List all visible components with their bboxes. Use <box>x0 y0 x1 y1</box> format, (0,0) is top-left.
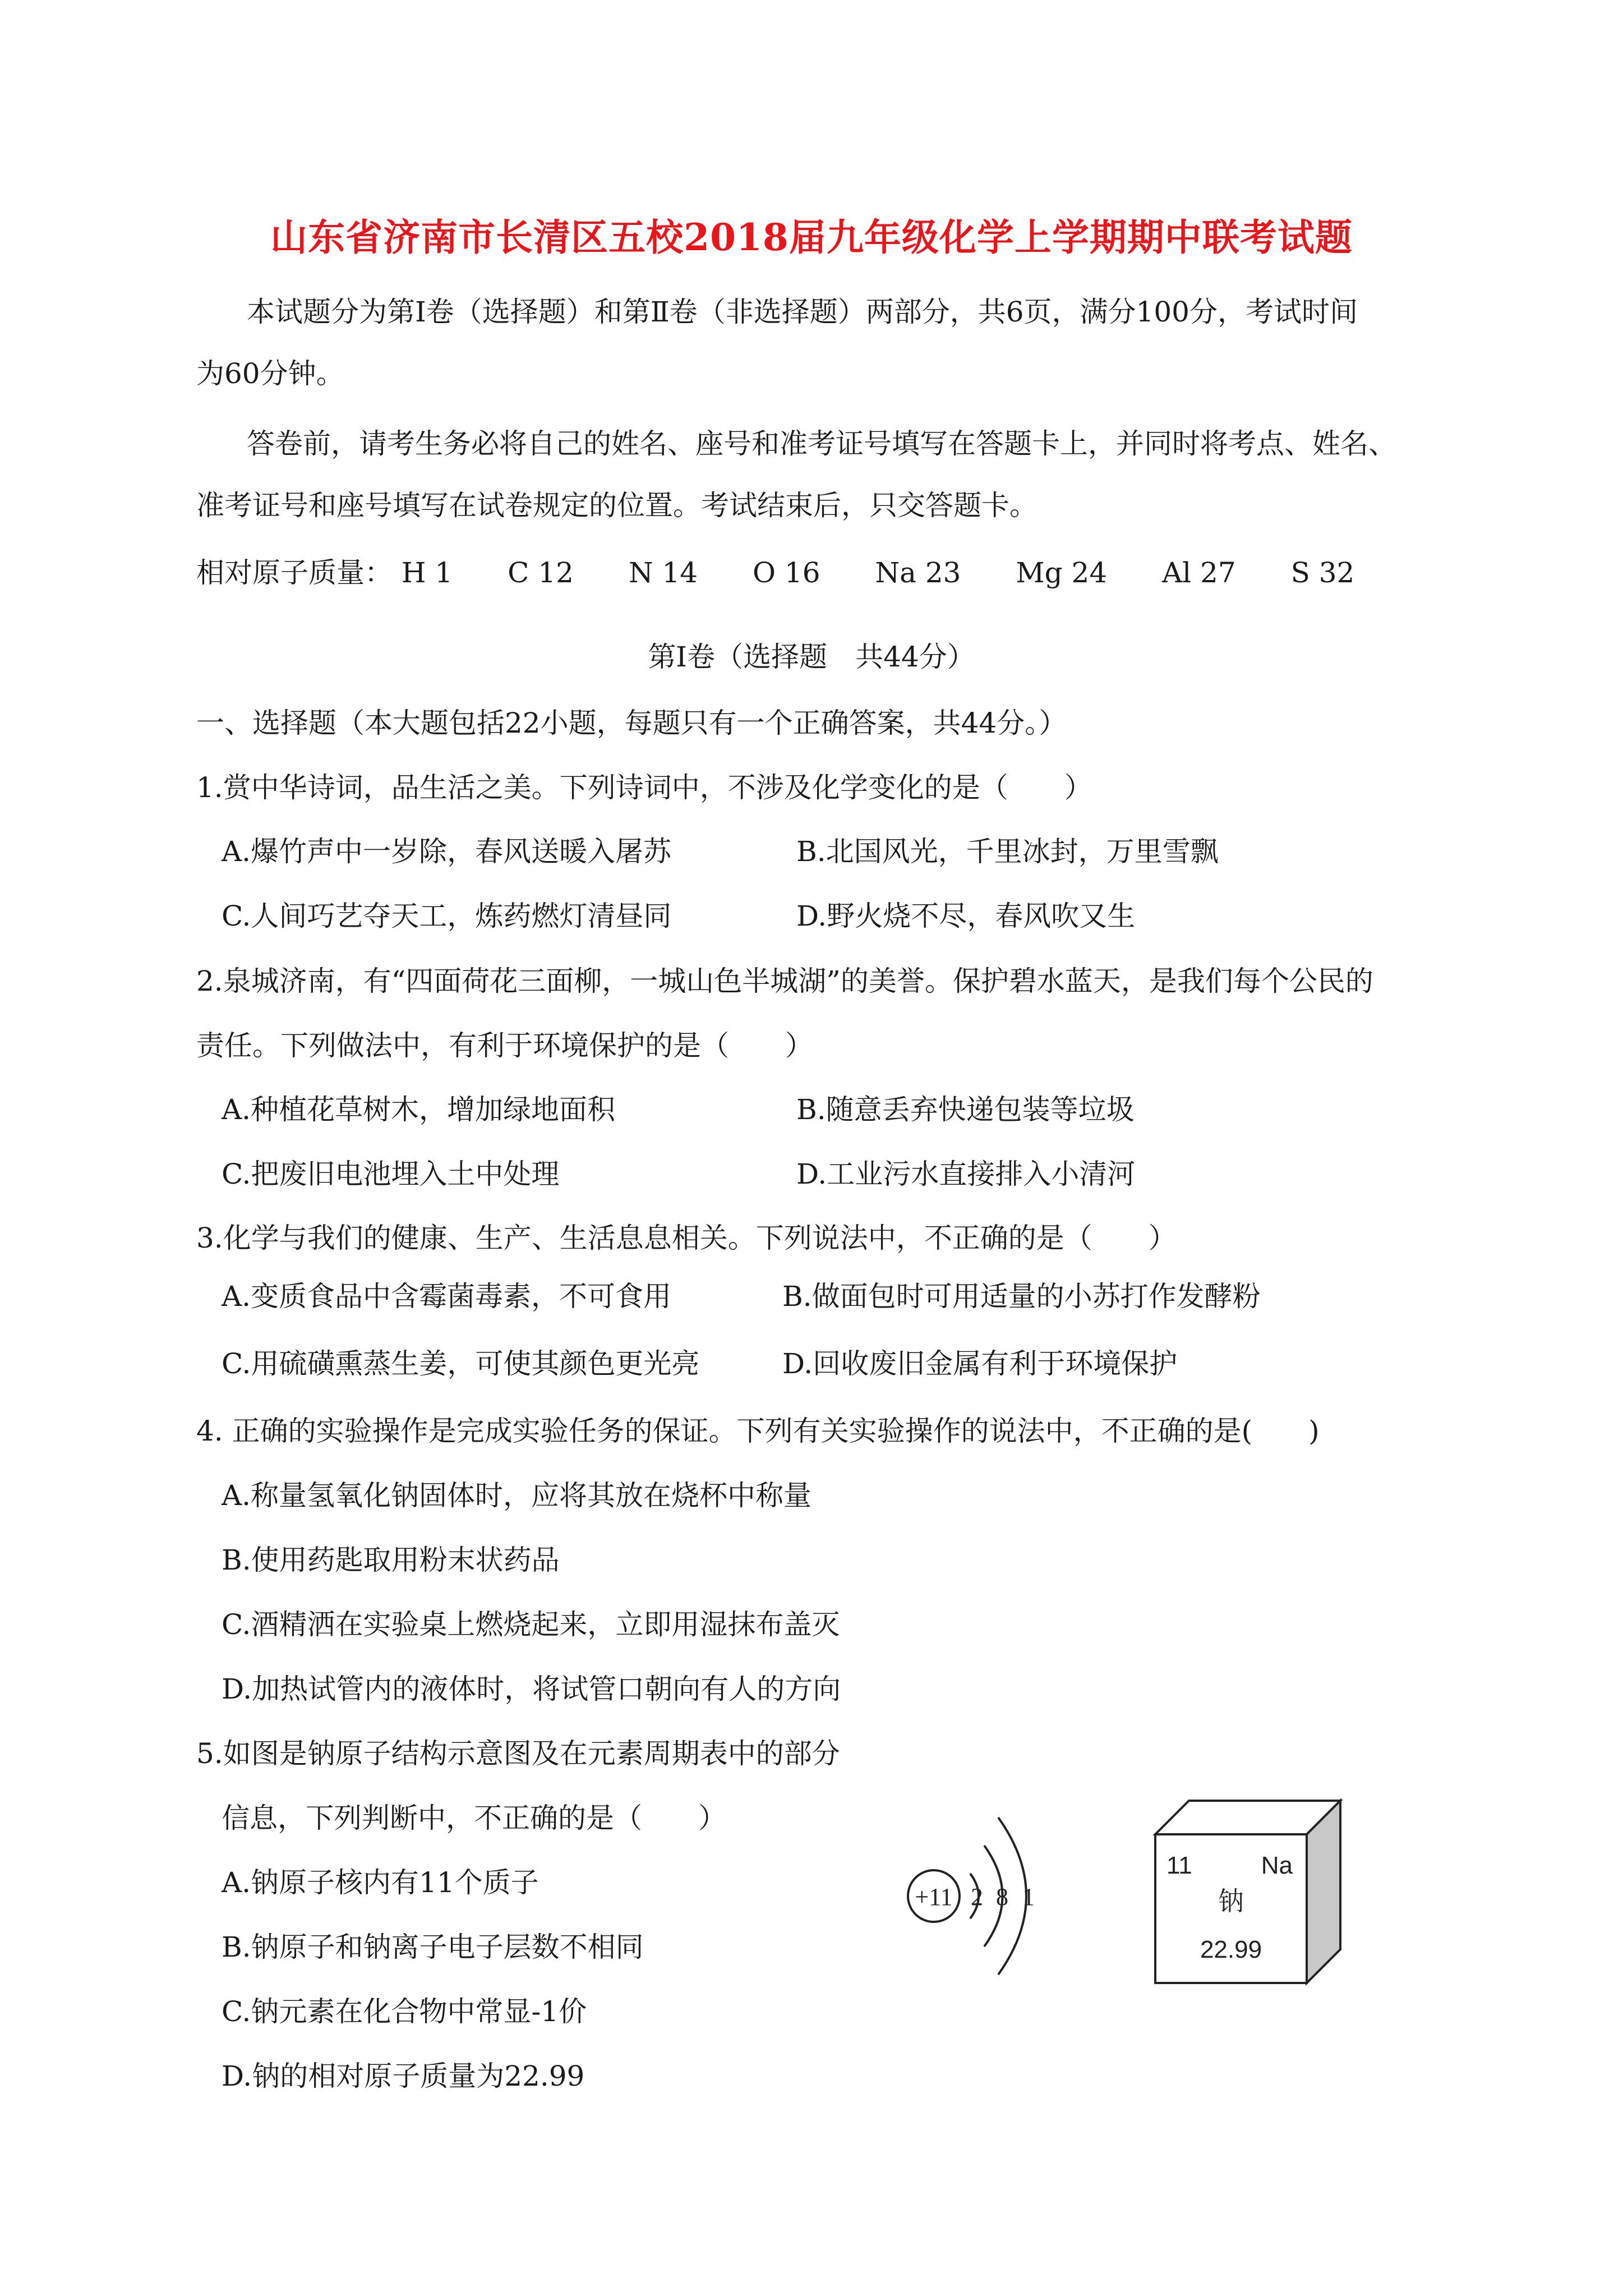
question-2-option-b: B.随意丢弃快递包装等垃圾 <box>796 1093 1135 1126</box>
section-title: 第Ⅰ卷（选择题 共44分） <box>648 641 975 673</box>
shell-electron-count: 2 <box>971 1883 983 1911</box>
intro-p2-line1: 答卷前，请考生务必将自己的姓名、座号和准考证号填写在答题卡上，并同时将考点、姓名、 <box>247 427 1396 460</box>
question-2-stem-line1: 2.泉城济南，有“四面荷花三面柳，一城山色半城湖”的美誉。保护碧水蓝天，是我们每个公民的 <box>196 965 1373 997</box>
question-3-option-a: A.变质食品中含霉菌毒素，不可食用 <box>222 1280 672 1313</box>
element-name: 钠 <box>1218 1886 1244 1916</box>
atomic-mass-item: N 14 <box>628 556 698 589</box>
question-4-option-b: B.使用药匙取用粉末状药品 <box>222 1544 560 1576</box>
atomic-mass-item: O 16 <box>753 556 820 589</box>
sodium-figure <box>892 1789 1352 2014</box>
atomic-mass-item: C 12 <box>508 556 574 589</box>
question-4-stem: 4. 正确的实验操作是完成实验任务的保证。下列有关实验操作的说法中，不正确的是( ) <box>196 1415 1320 1447</box>
question-5-option-c: C.钠元素在化合物中常显-1价 <box>222 1995 587 2028</box>
question-1-stem: 1.赏中华诗词，品生活之美。下列诗词中，不涉及化学变化的是（ ） <box>196 771 1092 804</box>
question-4-option-c: C.酒精洒在实验桌上燃烧起来，立即用湿抹布盖灭 <box>222 1608 840 1641</box>
question-3-stem: 3.化学与我们的健康、生产、生活息息相关。下列说法中，不正确的是（ ） <box>196 1222 1177 1254</box>
question-1-option-b: B.北国风光，千里冰封，万里雪飘 <box>796 835 1219 868</box>
element-number: 11 <box>1166 1852 1192 1879</box>
question-3-option-c: C.用硫磺熏蒸生姜，可使其颜色更光亮 <box>222 1347 700 1380</box>
part-heading: 一、选择题（本大题包括22小题，每题只有一个正确答案，共44分。） <box>196 707 1067 739</box>
cube-side-face <box>1307 1801 1340 1983</box>
atomic-mass-label: 相对原子质量： <box>196 556 393 589</box>
atom-structure-diagram <box>908 1818 1035 1975</box>
question-5-stem-line2: 信息，下列判断中，不正确的是（ ） <box>222 1802 726 1834</box>
question-3-option-b: B.做面包时可用适量的小苏打作发酵粉 <box>782 1280 1261 1313</box>
question-1-option-d: D.野火烧不尽，春风吹又生 <box>796 900 1136 932</box>
question-2-stem-line2: 责任。下列做法中，有利于环境保护的是（ ） <box>196 1029 813 1062</box>
intro-p1-line1: 本试题分为第Ⅰ卷（选择题）和第Ⅱ卷（非选择题）两部分，共6页，满分100分，考试时间 <box>247 296 1358 328</box>
atomic-mass-item: Al 27 <box>1162 556 1236 589</box>
question-2-option-d: D.工业污水直接排入小清河 <box>796 1158 1136 1190</box>
element-symbol: Na <box>1261 1852 1293 1879</box>
nucleus-charge: +11 <box>915 1883 953 1911</box>
question-5-stem-line1: 5.如图是钠原子结构示意图及在元素周期表中的部分 <box>196 1737 840 1770</box>
element-mass: 22.99 <box>1200 1936 1262 1963</box>
atomic-mass-item: Na 23 <box>875 556 961 589</box>
atomic-mass-item: S 32 <box>1290 556 1355 589</box>
question-2-option-c: C.把废旧电池埋入土中处理 <box>222 1158 560 1190</box>
intro-p2-line2: 准考证号和座号填写在试卷规定的位置。考试结束后，只交答题卡。 <box>196 489 1038 522</box>
question-2-option-a: A.种植花草树木，增加绿地面积 <box>222 1093 616 1126</box>
question-1-option-a: A.爆竹声中一岁除，春风送暖入屠苏 <box>222 835 672 868</box>
intro-p1-line2: 为60分钟。 <box>196 357 344 390</box>
exam-title: 山东省济南市长清区五校2018届九年级化学上学期期中联考试题 <box>270 215 1353 259</box>
question-3-option-d: D.回收废旧金属有利于环境保护 <box>782 1347 1178 1380</box>
question-5-option-b: B.钠原子和钠离子电子层数不相同 <box>222 1931 644 1963</box>
question-4-option-a: A.称量氢氧化钠固体时，应将其放在烧杯中称量 <box>222 1479 812 1512</box>
atomic-mass-line <box>196 555 1400 590</box>
periodic-table-cell <box>1155 1801 1340 1983</box>
question-5-option-d: D.钠的相对原子质量为22.99 <box>222 2060 585 2092</box>
atomic-mass-item: H 1 <box>401 556 453 589</box>
question-4-option-d: D.加热试管内的液体时，将试管口朝向有人的方向 <box>222 1673 841 1705</box>
shell-electron-count: 1 <box>1022 1883 1035 1911</box>
question-5-option-a: A.钠原子核内有11个质子 <box>222 1866 539 1899</box>
question-1-option-c: C.人间巧艺夺天工，炼药燃灯清昼同 <box>222 900 672 932</box>
shell-electron-count: 8 <box>996 1883 1008 1911</box>
atomic-mass-item: Mg 24 <box>1016 556 1108 589</box>
